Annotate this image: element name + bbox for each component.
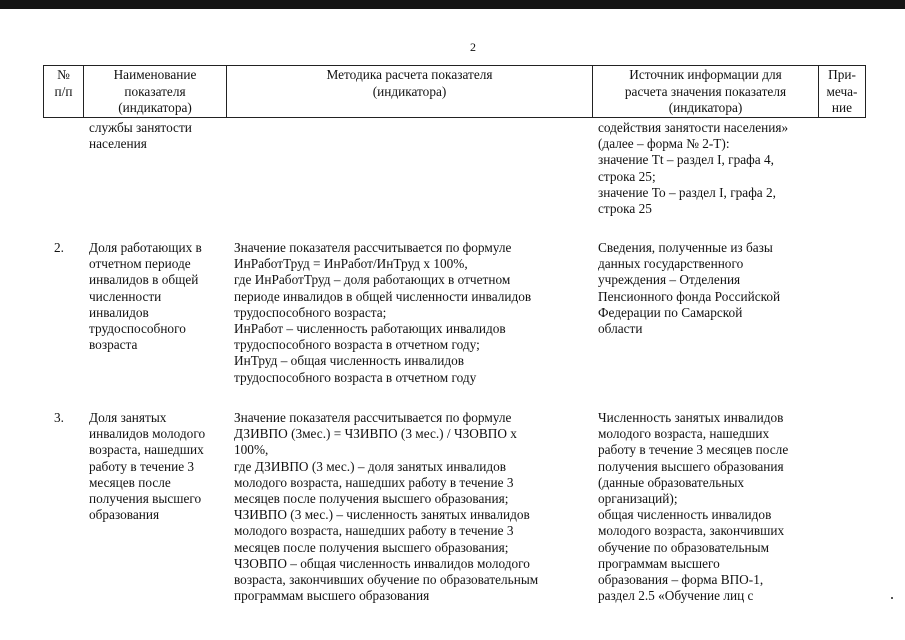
row-2-method: Значение показателя рассчитывается по формуле ИнРаботТруд = ИнРабот/ИнТруд х 100%, где ИнРаботТруд – доля работающих в отчетном периоде инвалидов в общей численности инвалидов трудоспособного возраста; ИнРабот – численность работающих инвалидов трудоспособного возраста в отчетном году; ИнТруд – общая численность инвалидов трудоспособного возраста в отчетном году xyxy=(234,240,532,385)
header-indicator-name: Наименование показателя (индикатора) xyxy=(113,67,197,115)
row-3-method: Значение показателя рассчитывается по формуле ДЗИВПО (3мес.) = ЧЗИВПО (3 мес.) / ЧЗОВПО х 100%, где ДЗИВПО (3 мес.) – доля занятых инвалидов молодого возраста, нашедших работу в течение 3 месяцев после получения высшего образования; ЧЗИВПО (3 мес.) – численность занятых инвалидов молодого возраста, нашедших работу в течение 3 месяцев после получения высшего образования; ЧЗОВПО – общая численность инвалидов молодого возраста, закончивших обучение по образовательным программам высшего образования xyxy=(234,410,539,604)
scan-edge-bar xyxy=(0,0,905,9)
row-2-source: Сведения, полученные из базы данных государственного учреждения – Отделения Пенсионного фонда Российской Федерации по Самарской области xyxy=(598,240,781,337)
page-number: 2 xyxy=(470,40,476,54)
row-3-number: 3. xyxy=(54,410,64,425)
row-2-number: 2. xyxy=(54,240,64,255)
header-method: Методика расчета показателя (индикатора) xyxy=(326,67,493,99)
row-3-name: Доля занятых инвалидов молодого возраста, нашедших работу в течение 3 месяцев после получения высшего образования xyxy=(89,410,206,523)
scan-speck xyxy=(891,597,893,599)
row-2-name: Доля работающих в отчетном периоде инвалидов в общей численности инвалидов трудоспособного возраста xyxy=(89,240,202,353)
row-1-source: содействия занятости населения» (далее – форма № 2-Т): значение Tt – раздел I, графа 4, строка 25; значение To – раздел I, графа 2, строка 25 xyxy=(598,120,789,217)
row-1-name: службы занятости населения xyxy=(89,120,192,152)
header-bottom-border xyxy=(43,117,866,118)
header-note: При- меча- ние xyxy=(826,67,858,115)
table-top-border xyxy=(43,65,866,66)
header-source: Источник информации для расчета значения показателя (индикатора) xyxy=(624,67,787,115)
col-divider-right xyxy=(865,65,866,118)
header-number: № п/п xyxy=(54,67,73,99)
row-3-source: Численность занятых инвалидов молодого возраста, нашедших работу в течение 3 месяцев после получения высшего образования (данные образовательных организаций); общая численность инвалидов молодого возраста, закончивших обучение по образовательным программам высшего образования – форма ВПО-1, раздел 2.5 «Обучение лиц с xyxy=(598,410,789,604)
